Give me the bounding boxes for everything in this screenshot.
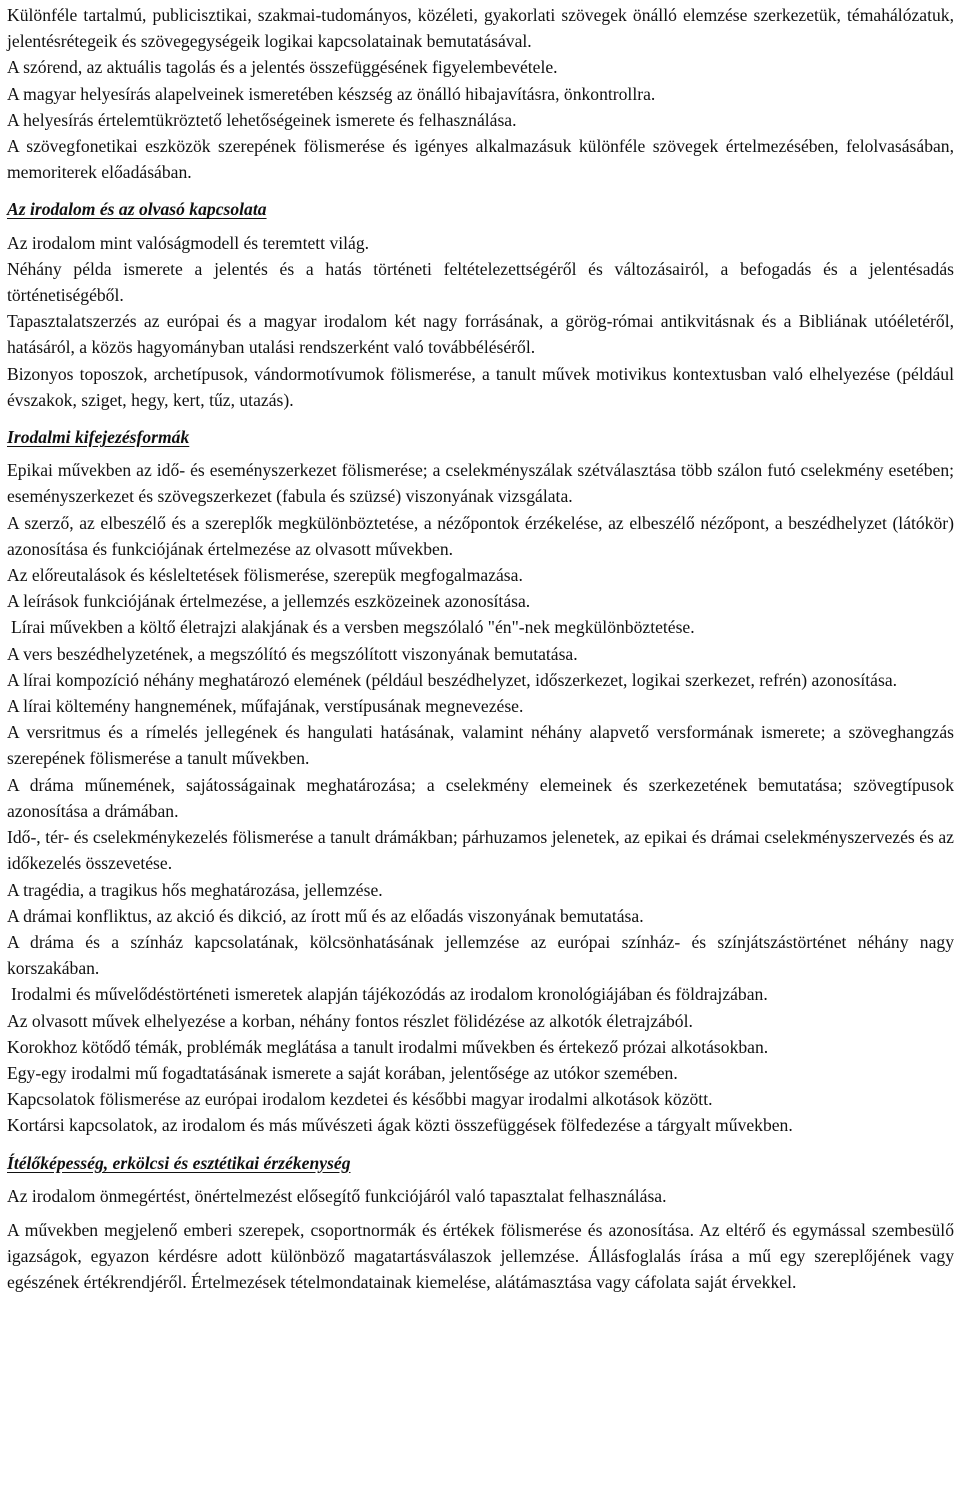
paragraph: A helyesírás értelemtükröztető lehetőségeinek ismerete és felhasználása. xyxy=(7,109,517,130)
paragraph: A drámai konfliktus, az akció és dikció, az írott mű és az előadás viszonyának bemutatása. xyxy=(7,905,644,926)
paragraph: A szövegfonetikai eszközök szerepének fölismerése és igényes alkalmazásuk különféle szövegek értelmezésében, felolvasásában, memoriterek előadásában. xyxy=(7,136,954,183)
paragraph: A magyar helyesírás alapelveinek ismeretében készség az önálló hibajavításra, önkontrollra. xyxy=(7,83,656,104)
paragraph: Egy-egy irodalmi mű fogadtatásának ismerete a saját korában, jelentősége az utókor szemében. xyxy=(7,1062,678,1083)
paragraph: Kapcsolatok fölismerése az európai irodalom kezdetei és későbbi magyar irodalmi alkotások között. xyxy=(7,1089,713,1110)
paragraph: A szórend, az aktuális tagolás és a jelentés összefüggésének figyelembevétele. xyxy=(7,57,558,78)
paragraph: Az előreutalások és késleltetések fölismerése, szerepük megfogalmazása. xyxy=(7,565,523,586)
paragraph: Néhány példa ismerete a jelentés és a hatás történeti feltételezettségéről és változásairól, a befogadás és a jelentésadás történetiségéből. xyxy=(7,258,954,306)
paragraph: Az irodalom mint valóságmodell és teremtett világ. xyxy=(7,232,370,253)
paragraph: A szerző, az elbeszélő és a szereplők megkülönböztetése, a nézőpontok érzékelése, az elbeszélő nézőpont, a beszédhelyzet (látókör) azonosítása és funkciójának értelmezése az olvasott művekben. xyxy=(7,512,954,559)
section-heading: Az irodalom és az olvasó kapcsolata xyxy=(7,199,267,220)
paragraph: A művekben megjelenő emberi szerepek, csoportnormák és értékek fölismerése és azonosítása. Az eltérő és egymással szembesülő igazságok, egyazon kérdésre adott különböző magatartásválaszok jellemzése. Állásfoglalás írása a mű egy szereplőjének vagy egészének értékrendjéről. Értelmezések tételmondatainak kiemelése, alátámasztása vagy cáfolata saját érvekkel. xyxy=(7,1219,954,1293)
paragraph: Korokhoz kötődő témák, problémák meglátása a tanult irodalmi művekben és értekező prózai alkotásokban. xyxy=(7,1036,769,1057)
paragraph: Különféle tartalmú, publicisztikai, szakmai-tudományos, közéleti, gyakorlati szövegek önálló elemzése szerkezetük, témahálózatuk, jelentésrétegeik és szövegegységeik logikai kapcsolatainak bemutatásával. xyxy=(7,5,954,52)
section-heading: Ítélőképesség, erkölcsi és esztétikai érzékenység xyxy=(7,1152,351,1173)
paragraph: A lírai kompozíció néhány meghatározó elemének (például beszédhelyzet, időszerkezet, logikai szerkezet, refrén) azonosítása. xyxy=(7,669,898,690)
paragraph: Irodalmi és művelődéstörténeti ismeretek alapján tájékozódás az irodalom kronológiájában és földrajzában. xyxy=(11,984,768,1005)
section-heading: Irodalmi kifejezésformák xyxy=(7,427,190,448)
paragraph: A lírai költemény hangnemének, műfajának, verstípusának megnevezése. xyxy=(7,696,524,717)
paragraph: A leírások funkciójának értelmezése, a jellemzés eszközeinek azonosítása. xyxy=(7,591,531,612)
paragraph: Az olvasott művek elhelyezése a korban, néhány fontos részlet fölidézése az alkotók életrajzából. xyxy=(7,1010,693,1031)
paragraph: Idő-, tér- és cselekménykezelés fölismerése a tanult drámákban; párhuzamos jelenetek, az epikai és drámai cselekményszervezés és az időkezelés összevetése. xyxy=(7,827,954,874)
paragraph: Epikai művekben az idő- és eseményszerkezet fölismerése; a cselekményszálak szétválasztása több szálon futó cselekmény esetében; eseményszerkezet és szövegszerkezet (fabula és szüzsé) viszonyának vizsgálata. xyxy=(7,460,954,507)
paragraph: A tragédia, a tragikus hős meghatározása, jellemzése. xyxy=(7,879,383,900)
paragraph: A versritmus és a rímelés jellegének és hangulati hatásának, valamint néhány alapvető versformának ismerete; a szöveghangzás szerepének fölismerése a tanult művekben. xyxy=(7,722,954,769)
paragraph: Tapasztalatszerzés az európai és a magyar irodalom két nagy forrásának, a görög-római antikvitásnak és a Bibliának utóéletéről, hatásáról, a közös hagyományban utalási rendszerként való továbbéléséről. xyxy=(7,311,954,358)
paragraph: A dráma és a színház kapcsolatának, kölcsönhatásának jellemzése az európai színház- és színjátszástörténet néhány nagy korszakában. xyxy=(7,931,954,979)
paragraph: A dráma műnemének, sajátosságainak meghatározása; a cselekmény elemeinek és szerkezetének bemutatása; szövegtípusok azonosítása a drámában. xyxy=(7,774,954,821)
paragraph: Lírai művekben a költő életrajzi alakjának és a versben megszólaló "én"-nek megkülönböztetése. xyxy=(11,617,695,638)
paragraph: A vers beszédhelyzetének, a megszólító és megszólított viszonyának bemutatása. xyxy=(7,643,578,664)
paragraph: Az irodalom önmegértést, önértelmezést elősegítő funkciójáról való tapasztalat felhasználása. xyxy=(7,1185,667,1206)
paragraph: Kortársi kapcsolatok, az irodalom és más művészeti ágak közti összefüggések fölfedezése a tárgyalt művekben. xyxy=(7,1115,793,1136)
paragraph: Bizonyos toposzok, archetípusok, vándormotívumok fölismerése, a tanult művek motivikus kontextusban való elhelyezése (például évszakok, sziget, hegy, kert, tűz, utazás). xyxy=(7,363,954,410)
